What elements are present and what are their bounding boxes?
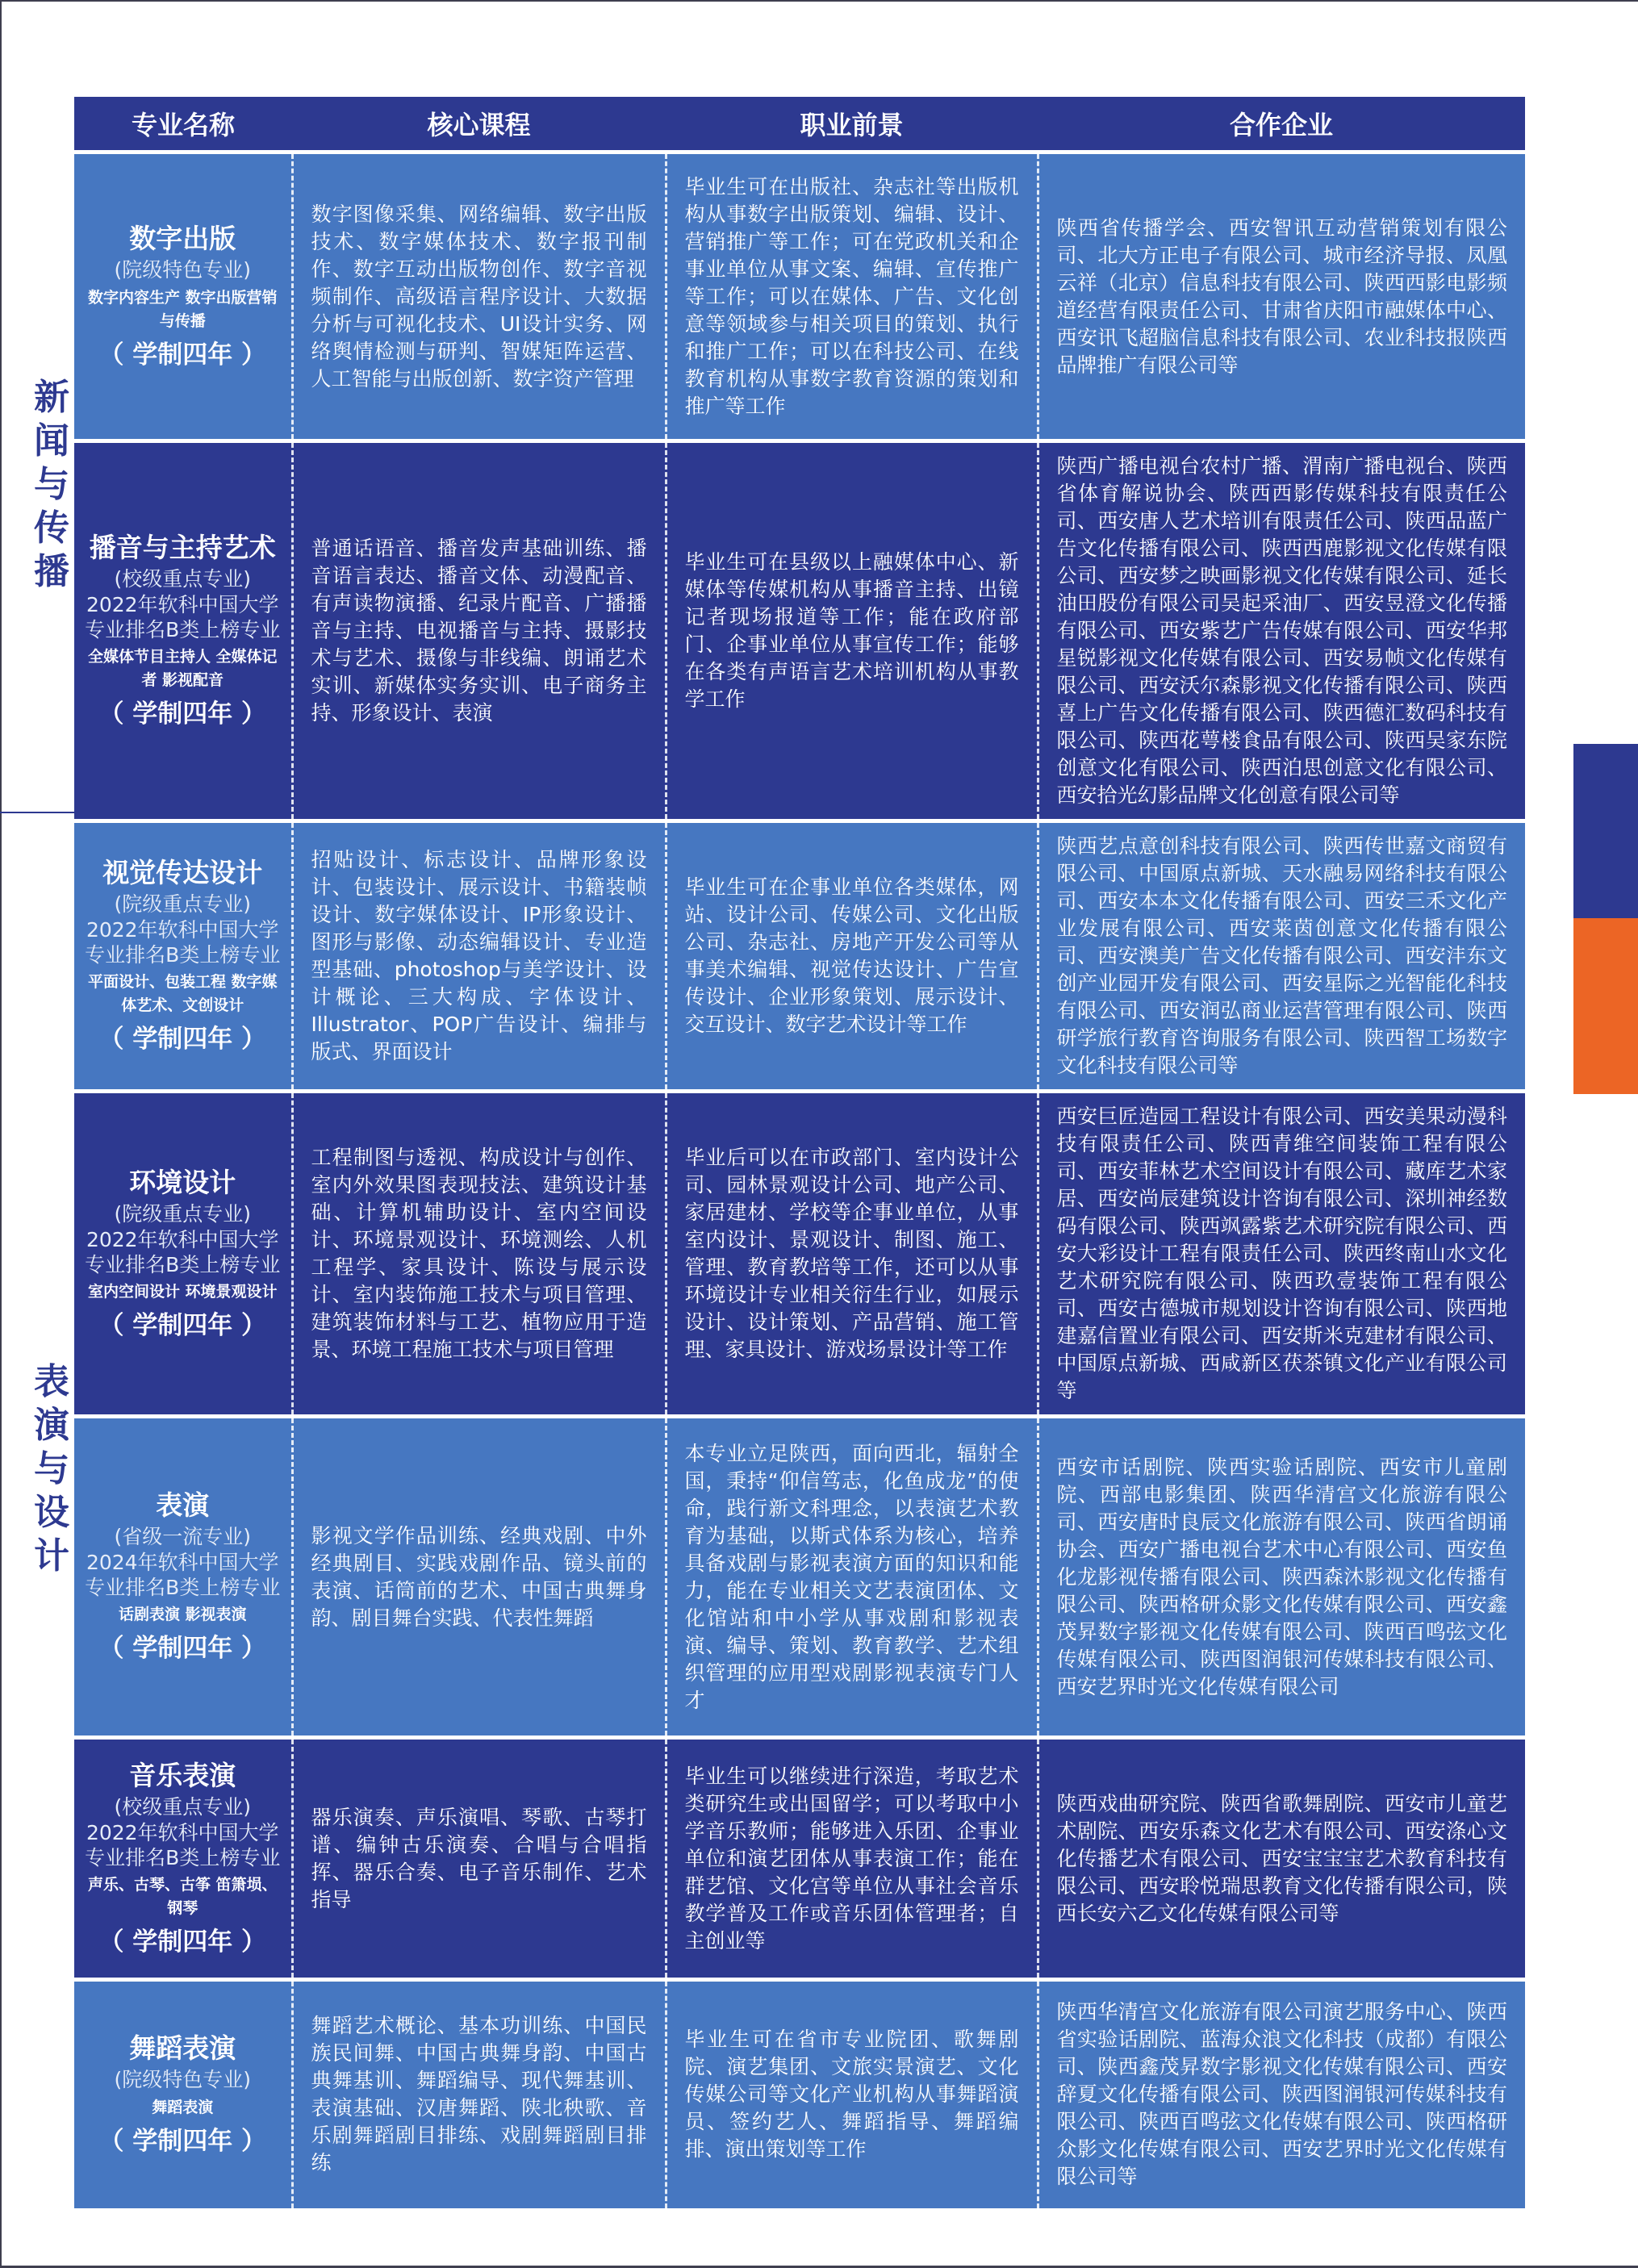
major-ranking: 2022年软科中国大学专业排名B类上榜专业 [85,918,281,967]
major-years: （ 学制四年 ） [98,1310,267,1340]
partner-companies-cell: 陕西华清宫文化旅游有限公司演艺服务中心、陕西省实验话剧院、蓝海众浪文化科技（成都）有限公司、陕西鑫茂昇数字影视文化传媒有限公司、西安辞夏文化传播有限公司、陕西图润银河传媒科技有限公司、陕西百鸣弦文化传媒有限公司、陕西格研众影文化传媒有限公司、西安艺界时光文化传媒有限公司等 [1038,1980,1525,2208]
career-prospects-cell: 毕业生可以继续进行深造，考取艺术类研究生或出国留学；可以考取中小学音乐教师；能够进入乐团、企事业单位和演艺团体从事表演工作；能在群艺馆、文化宫等单位从事社会音乐教学普及工作或音乐团体管理者；自主创业等 [666,1738,1038,1980]
core-courses-cell: 舞蹈艺术概论、基本功训练、中国民族民间舞、中国古典舞身韵、中国古典舞基训、舞蹈编导、现代舞基训、表演基础、汉唐舞蹈、陕北秧歌、音乐剧舞蹈剧目排练、戏剧舞蹈剧目排练 [292,1980,666,2208]
core-courses-cell: 数字图像采集、网络编辑、数字出版技术、数字媒体技术、数字报刊制作、数字互动出版物创作、数字音视频制作、高级语言程序设计、大数据分析与可视化技术、UI设计实务、网络舆情检测与研判、智媒矩阵运营、人工智能与出版创新、数字资产管理 [292,152,666,441]
major-years: （ 学制四年 ） [98,1927,267,1957]
major-title: 舞蹈表演 [129,2032,236,2064]
side-tab-blue [1573,744,1638,918]
major-ranking: 2024年软科中国大学专业排名B类上榜专业 [85,1551,281,1599]
major-level: (省级一流专业) [114,1525,251,1548]
major-level: (院级重点专业) [114,1201,251,1226]
major-name-cell [74,1980,292,2208]
major-level: (校级重点专业) [114,1794,251,1819]
major-directions: 声乐、古琴、古筝 笛箫埙、钢琴 [87,1875,278,1917]
core-courses-cell: 工程制图与透视、构成设计与创作、室内外效果图表现技法、建筑设计基础、计算机辅助设计、室内空间设计、环境景观设计、环境测绘、人机工程学、家具设计、陈设与展示设计、室内装饰施工技术与项目管理、建筑装饰材料与工艺、植物应用于造景、环境工程施工技术与项目管理 [292,1092,666,1417]
major-directions: 话剧表演 影视表演 [118,1606,247,1623]
header-partner-companies: 合作企业 [1038,97,1525,152]
core-courses-cell: 影视文学作品训练、经典戏剧、中外经典剧目、实践戏剧作品、镜头前的表演、话筒前的艺术、中国古典舞身韵、剧目舞台实践、代表性舞蹈 [292,1417,666,1738]
header-career-prospects: 职业前景 [666,97,1038,152]
major-title: 视觉传达设计 [102,857,263,888]
core-courses-cell: 器乐演奏、声乐演唱、琴歌、古琴打谱、编钟古乐演奏、合唱与合唱指挥、器乐合奏、电子音乐制作、艺术指导 [292,1738,666,1980]
page-frame-left [0,0,2,2268]
major-name-cell [74,821,292,1092]
major-title: 播音与主持艺术 [89,532,276,563]
majors-table [74,97,1525,2208]
major-directions: 数字内容生产 数字出版营销与传播 [87,288,278,330]
career-prospects-cell: 毕业生可在县级以上融媒体中心、新媒体等传媒机构从事播音主持、出镜记者现场报道等工作；能在政府部门、企事业单位从事宣传工作；能够在各类有声语言艺术培训机构从事教学工作 [666,441,1038,821]
career-prospects-cell: 毕业生可在省市专业院团、歌舞剧院、演艺集团、文旅实景演艺、文化传媒公司等文化产业机构从事舞蹈演员、签约艺人、舞蹈指导、舞蹈编排、演出策划等工作 [666,1980,1038,2208]
major-level: (院级特色专业) [114,257,251,282]
major-title: 表演 [156,1489,210,1521]
major-level: (校级重点专业) [114,567,251,591]
category-divider [0,812,74,813]
table-row [74,441,1525,821]
category-label-perform: 表演与设计 [34,1361,69,1577]
major-ranking: 2022年软科中国大学专业排名B类上榜专业 [85,1820,281,1869]
page-frame-top [0,0,1638,2]
partner-companies-cell: 陕西戏曲研究院、陕西省歌舞剧院、西安市儿童艺术剧院、西安乐森文化艺术有限公司、西安涤心文化传播艺术有限公司、西安宝宝宝艺术教育科技有限公司、西安聆悦瑞思教育文化传播有限公司，陕西长安六乙文化传媒有限公司等 [1038,1738,1525,1980]
major-directions: 平面设计、包装工程 数字媒体艺术、文创设计 [87,973,278,1014]
core-courses-cell: 招贴设计、标志设计、品牌形象设计、包装设计、展示设计、书籍装帧设计、数字媒体设计、IP形象设计、图形与影像、动态编辑设计、专业造型基础、photoshop与美学设计、设计概论、三大构成、字体设计、Illustrator、POP广告设计、编排与版式、界面设计 [292,821,666,1092]
category-label-news: 新闻与传播 [34,377,69,592]
career-prospects-cell: 本专业立足陕西，面向西北，辐射全国，秉持“仰信笃志，化鱼成龙”的使命，践行新文科理念，以表演艺术教育为基础，以斯式体系为核心，培养具备戏剧与影视表演方面的知识和能力，能在专业相关文艺表演团体、文化馆站和中小学从事戏剧和影视表演、编导、策划、教育教学、艺术组织管理的应用型戏剧影视表演专门人才 [666,1417,1038,1738]
major-directions: 舞蹈表演 [152,2098,214,2116]
major-level: (院级重点专业) [114,892,251,916]
major-years: （ 学制四年 ） [98,700,267,729]
table-row [74,821,1525,1092]
major-name-cell [74,1738,292,1980]
major-name-cell [74,1417,292,1738]
major-name-cell [74,152,292,441]
table-header-row [74,97,1525,152]
major-ranking: 2022年软科中国大学专业排名B类上榜专业 [85,593,281,641]
major-name-cell [74,1092,292,1417]
major-title: 音乐表演 [129,1759,236,1791]
career-prospects-cell: 毕业生可在出版社、杂志社等出版机构从事数字出版策划、编辑、设计、营销推广等工作；可在党政机关和企事业单位从事文案、编辑、宣传推广等工作；可以在媒体、广告、文化创意等领域参与相关项目的策划、执行和推广工作；可以在科技公司、在线教育机构从事数字教育资源的策划和推广等工作 [666,152,1038,441]
table-row [74,1980,1525,2208]
side-tab-orange [1573,918,1638,1094]
table-row [74,1738,1525,1980]
table-row [74,1417,1525,1738]
major-name-cell [74,441,292,821]
partner-companies-cell: 西安市话剧院、陕西实验话剧院、西安市儿童剧院、西部电影集团、陕西华清宫文化旅游有限公司、西安唐时良辰文化旅游有限公司、陕西省朗诵协会、西安广播电视台艺术中心有限公司、西安鱼化龙影视传播有限公司、陕西森沐影视文化传播有限公司、陕西格研众影文化传媒有限公司、西安鑫茂昇数字影视文化传媒有限公司、陕西百鸣弦文化传媒有限公司、陕西图润银河传媒科技有限公司、西安艺界时光文化传媒有限公司 [1038,1417,1525,1738]
table-row [74,1092,1525,1417]
table-row [74,152,1525,441]
header-major-name: 专业名称 [74,97,292,152]
partner-companies-cell: 陕西艺点意创科技有限公司、陕西传世嘉文商贸有限公司、中国原点新城、天水融易网络科技有限公司、西安本本文化传播有限公司、西安三禾文化产业发展有限公司、西安莱茵创意文化传播有限公司、西安澳美广告文化传播有限公司、西安沣东文创产业园开发有限公司、西安星际之光智能化科技有限公司、西安润弘商业运营管理有限公司、陕西研学旅行教育咨询服务有限公司、陕西智工场数字文化科技有限公司等 [1038,821,1525,1092]
partner-companies-cell: 陕西省传播学会、西安智讯互动营销策划有限公司、北大方正电子有限公司、城市经济导报、凤凰云祥（北京）信息科技有限公司、陕西西影电影频道经营有限责任公司、甘肃省庆阳市融媒体中心、西安讯飞超脑信息科技有限公司、农业科技报陕西品牌推广有限公司等 [1038,152,1525,441]
partner-companies-cell: 陕西广播电视台农村广播、渭南广播电视台、陕西省体育解说协会、陕西西影传媒科技有限责任公司、西安唐人艺术培训有限责任公司、陕西品蓝广告文化传播有限公司、陕西西鹿影视文化传媒有限公司、西安梦之映画影视文化传媒有限公司、延长油田股份有限公司吴起采油厂、西安昱澄文化传播有限公司、西安紫艺广告传媒有限公司、西安华邦星锐影视文化传媒有限公司、西安易帧文化传媒有限公司、西安沃尔森影视文化传播有限公司、陕西喜上广告文化传播有限公司、陕西德汇数码科技有限公司、陕西花萼楼食品有限公司、陕西吴家东院创意文化有限公司、陕西泊思创意文化有限公司、西安拾光幻影品牌文化创意有限公司等 [1038,441,1525,821]
major-level: (院级特色专业) [114,2067,251,2091]
major-years: （ 学制四年 ） [98,1025,267,1054]
header-core-courses: 核心课程 [292,97,666,152]
major-years: （ 学制四年 ） [98,2126,267,2156]
major-title: 环境设计 [129,1166,236,1198]
career-prospects-cell: 毕业生可在企事业单位各类媒体，网站、设计公司、传媒公司、文化出版公司、杂志社、房地产开发公司等从事美术编辑、视觉传达设计、广告宣传设计、企业形象策划、展示设计、交互设计、数字艺术设计等工作 [666,821,1038,1092]
core-courses-cell: 普通话语音、播音发声基础训练、播音语言表达、播音文体、动漫配音、有声读物演播、纪录片配音、广播播音与主持、电视播音与主持、摄影技术与艺术、摄像与非线编、朗诵艺术实训、新媒体实务实训、电子商务主持、形象设计、表演 [292,441,666,821]
major-directions: 全媒体节目主持人 全媒体记者 影视配音 [87,648,278,689]
partner-companies-cell: 西安巨匠造园工程设计有限公司、西安美果动漫科技有限责任公司、陕西青维空间装饰工程有限公司、西安菲林艺术空间设计有限公司、藏库艺术家居、西安尚辰建筑设计咨询有限公司、深圳神经数码有限公司、陕西飒露紫艺术研究院有限公司、西安大彩设计工程有限责任公司、陕西终南山水文化艺术研究院有限公司、陕西玖壹装饰工程有限公司、西安古德城市规划设计咨询有限公司、陕西地建嘉信置业有限公司、西安斯米克建材有限公司、中国原点新城、西咸新区茯茶镇文化产业有限公司等 [1038,1092,1525,1417]
major-years: （ 学制四年 ） [98,340,267,370]
major-ranking: 2022年软科中国大学专业排名B类上榜专业 [85,1227,281,1276]
major-directions: 室内空间设计 环境景观设计 [87,1282,278,1301]
major-title: 数字出版 [129,222,236,254]
major-years: （ 学制四年 ） [98,1634,267,1663]
career-prospects-cell: 毕业后可以在市政部门、室内设计公司、园林景观设计公司、地产公司、家居建材、学校等企事业单位，从事室内设计、景观设计、制图、施工、管理、教育教培等工作，还可以从事环境设计专业相关衍生行业，如展示设计、设计策划、产品营销、施工管理、家具设计、游戏场景设计等工作 [666,1092,1038,1417]
